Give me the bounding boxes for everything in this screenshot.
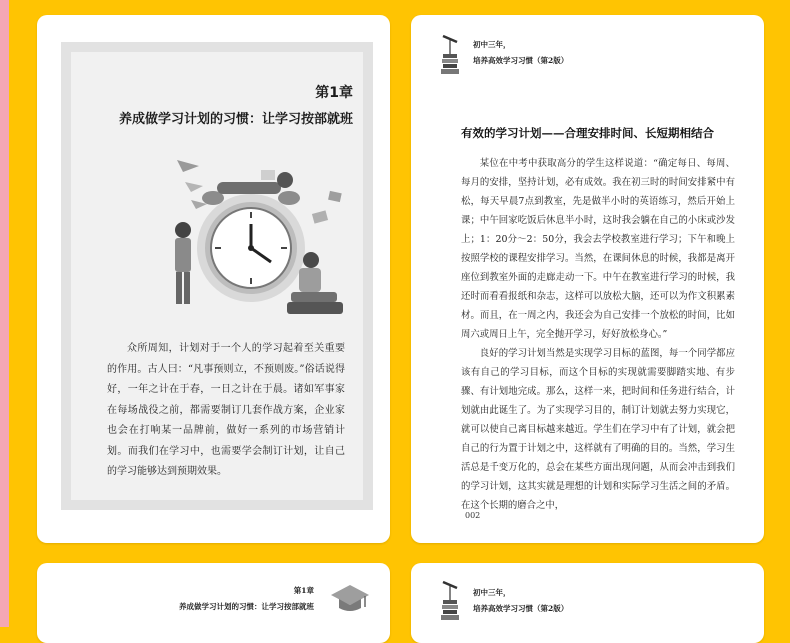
graduation-cap-icon [330,583,370,615]
students-clock-illustration [163,152,359,328]
header-series: 初中三年， [473,588,511,597]
book-stack-telescope-icon [439,578,461,622]
page-partial-right [411,563,764,643]
section-title: 有效的学习计划——合理安排时间、长短期相结合 [461,126,714,140]
chapter-panel [71,52,363,500]
chapter-intro-paragraph: 众所周知，计划对于一个人的学习起着至关重要的作用。古人曰：“凡事预则立，不预则废。”俗话说得好，一年之计在于春，一日之计在于晨。诸如军事家在每场战役之前，都需要制订几套作战方案，企业家也会在打响某一品牌前，做好一系列的市场营销计划。而我们在学习中，也需要学会制订计划，让自己的学习能够达到预期效果。 [107,343,345,477]
chapter-frame [61,42,373,510]
section-body [461,154,735,515]
page-number: 002 [465,511,481,520]
body-paragraph: 良好的学习计划当然是实现学习目标的蓝图，每一个同学都应该有自己的学习目标，而这个目标的实现就需要脚踏实地、有步骤、有计划地完成。那么，这样一来，把时间和任务进行结合，计划就由此诞生了。为了实现学习目的，制订计划就去努力实现它，就可以使自己离目标越来越近。学生们在学习中有了计划，就会把自己的行为置于计划之中，这样就有了明确的目的。当然，学习生活总是千变万化的，总会在某些方面出现问题，从而会冲击到我们的学习计划，这其实就是理想的计划和实际学习生活之间的矛盾。在这个长期的磨合之中， [461,348,735,511]
header-series: 初中三年， [473,40,511,49]
header-book-title: 培养高效学习习惯（第2版） [473,56,569,65]
page-chapter-opener [37,15,390,543]
page-text-002 [411,15,764,543]
running-head-chapter-title: 养成做学习计划的习惯：让学习按部就班 [179,602,314,611]
body-paragraph: 某位在中考中获取高分的学生这样说道：“确定每日、每周、每月的安排，坚持计划，必有成效。我在初三时的时间安排紧中有松，每天早晨7点到教室，先是做半小时的英语练习，然后开始上课；中午回家吃饭后休息半小时，这时我会躺在自己的小床或沙发上；1：20分～2：50分，我会去学校教室进行学习；下午和晚上按照学校的课程安排学习。当然，在课间休息的时候，我都是离开座位到教室外面的走廊走动一下。中午在教室进行学习的时候，我还时而看看报纸和杂志，这样可以放松大脑，还可以为作文积累素材。而且，在一周之内，我还会为自己安排一个放松的时间，比如周六或周日上午，完全抛开学习，好好放松身心。” [461,158,735,340]
page-partial-left [37,563,390,643]
chapter-title: 养成做学习计划的习惯：让学习按部就班 [118,112,353,127]
book-stack-telescope-icon [439,32,461,76]
running-head-chapter-number: 第1章 [293,586,314,595]
chapter-intro-text [107,339,345,483]
header-book-title: 培养高效学习习惯（第2版） [473,604,569,613]
chapter-number: 第1章 [315,85,353,101]
left-edge-strip [0,0,9,627]
